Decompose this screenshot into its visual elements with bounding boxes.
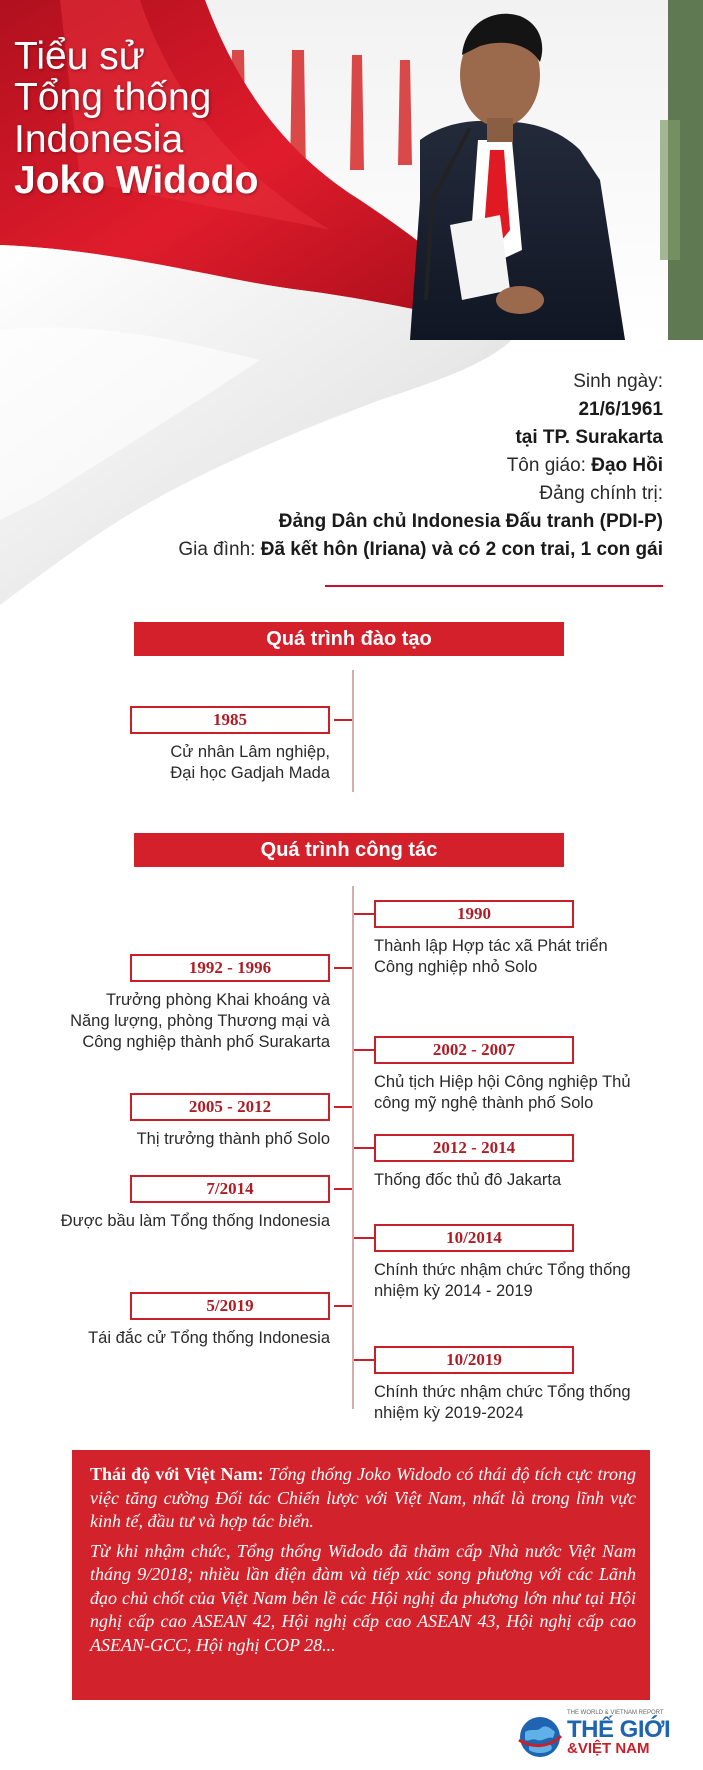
career-desc-line: nhiệm kỳ 2014 - 2019 [374,1282,533,1300]
timeline-connector [334,1106,352,1108]
career-desc-line: Chính thức nhậm chức Tổng thống [374,1383,631,1401]
title-line-3: Indonesia [14,117,184,161]
career-desc-line: Thành lập Hợp tác xã Phát triển [374,937,608,955]
attitude-paragraph-2: Từ khi nhậm chức, Tổng thống Widodo đã thăm cấp Nhà nước Việt Nam tháng 9/2018; nhiều lần điện đàm và tiếp xúc song phương với các Lãnh đạo chủ chốt của Việt Nam bên lề các Hội nghị đa phương lớn như tại Hội nghị cấp cao ASEAN 42, Hội nghị cấp cao ASEAN 43, Hội nghị cấp cao ASEAN-GCC, Hội nghị COP 28... [90,1540,636,1655]
logo-subname: &VIỆT NAM [567,1740,650,1757]
career-year: 2012 - 2014 [374,1134,574,1162]
career-desc-line: Chính thức nhậm chức Tổng thống [374,1261,631,1279]
career-desc-line: nhiệm kỳ 2019-2024 [374,1404,524,1422]
education-heading: Quá trình đào tạo [134,622,564,656]
birth-place: tại TP. Surakarta [515,427,663,448]
timeline-connector [334,1188,352,1190]
career-desc-line: Năng lượng, phòng Thương mại và [70,1012,330,1030]
career-desc-line: Được bầu làm Tổng thống Indonesia [60,1212,330,1230]
career-entry-right [374,900,664,978]
career-desc-line: công mỹ nghệ thành phố Solo [374,1094,594,1112]
title-name: Joko Widodo [14,158,259,202]
career-entry-left [40,1292,330,1349]
career-desc-line: Tái đắc cử Tổng thống Indonesia [88,1329,330,1347]
career-year: 10/2019 [374,1346,574,1374]
title-line-1: Tiểu sử [14,35,145,78]
attitude-lead: Thái độ với Việt Nam: [90,1464,264,1484]
career-entry-left [40,1175,330,1232]
profile-block [103,368,663,564]
career-entry-right [374,1134,664,1191]
page-title [14,36,258,201]
career-desc-line: Chủ tịch Hiệp hội Công nghiệp Thủ [374,1073,631,1091]
career-year: 2002 - 2007 [374,1036,574,1064]
career-year: 7/2014 [130,1175,330,1203]
timeline-connector [354,1147,374,1149]
career-desc-line: Công nghiệp thành phố Surakarta [82,1033,330,1051]
birth-date: 21/6/1961 [578,399,663,420]
party-label: Đảng chính trị: [539,483,663,504]
timeline-connector [354,913,374,915]
religion-value: Đạo Hồi [591,455,663,476]
family-value: Đã kết hôn (Iriana) và có 2 con trai, 1 con gái [260,539,663,560]
career-year: 1990 [374,900,574,928]
career-desc-line: Công nghiệp nhỏ Solo [374,958,538,976]
party-value: Đảng Dân chủ Indonesia Đấu tranh (PDI-P) [278,511,663,532]
career-desc-line: Trưởng phòng Khai khoáng và [106,991,330,1009]
publisher-logo [515,1710,685,1762]
title-line-2: Tổng thống [14,76,212,120]
career-desc-line: Thống đốc thủ đô Jakarta [374,1171,562,1189]
career-year: 5/2019 [130,1292,330,1320]
career-entry-right [374,1346,664,1424]
career-year: 1992 - 1996 [130,954,330,982]
religion-label: Tôn giáo: [506,455,586,476]
birth-label: Sinh ngày: [573,371,663,392]
career-entry-right [374,1224,664,1302]
career-heading: Quá trình công tác [134,833,564,867]
timeline-connector [334,719,352,721]
timeline-connector [354,1237,374,1239]
career-year: 10/2014 [374,1224,574,1252]
timeline-connector [354,1359,374,1361]
timeline-connector [354,1049,374,1051]
education-year: 1985 [130,706,330,734]
education-desc-line: Đại học Gadjah Mada [170,764,330,782]
attitude-paragraph-1: Tổng thống Joko Widodo có thái độ tích cực trong việc tăng cường Đối tác Chiến lược với Việt Nam, nhất là trong lĩnh vực kinh tế, đầu tư và hợp tác biển. [90,1464,637,1531]
timeline-connector [334,967,352,969]
logo-tagline: THE WORLD & VIETNAM REPORT [567,1710,664,1716]
career-desc-line: Thị trưởng thành phố Solo [136,1130,330,1148]
logo-name: THẾ GIỚI [567,1716,671,1743]
education-entry [40,706,330,784]
career-entry-left [40,954,330,1053]
education-timeline-line [352,670,354,792]
attitude-box [72,1450,650,1700]
education-desc-line: Cử nhân Lâm nghiệp, [170,743,330,761]
globe-icon [517,1714,563,1760]
career-entry-right [374,1036,664,1114]
family-label: Gia đình: [178,539,256,560]
profile-divider [325,585,663,587]
timeline-connector [334,1305,352,1307]
career-entry-left [40,1093,330,1150]
career-year: 2005 - 2012 [130,1093,330,1121]
